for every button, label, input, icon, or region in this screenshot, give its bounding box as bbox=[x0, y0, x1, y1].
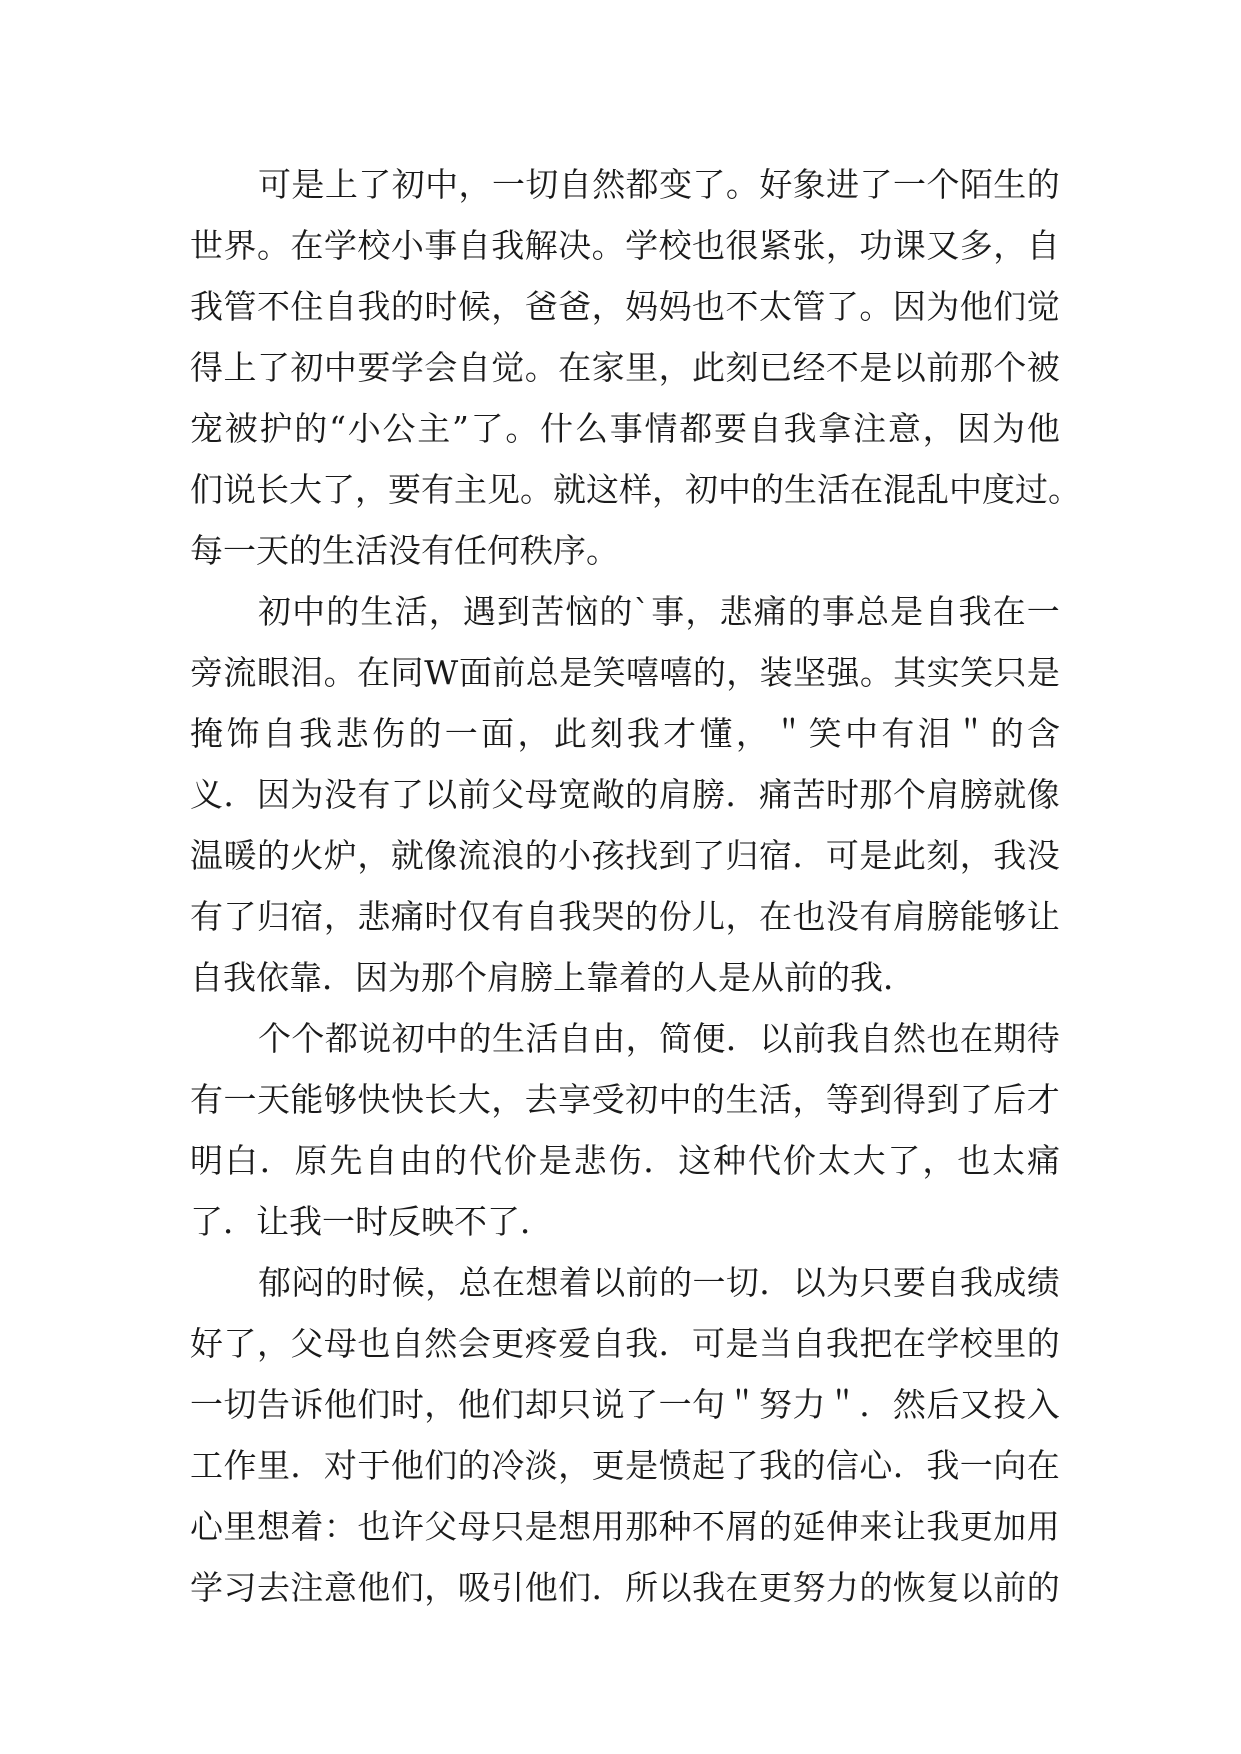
text-line: 有 了 归 宿 ， 悲 痛 时 仅 有 自 我 哭 的 份 儿 ， 在 也 没 有 肩 膀 能 够 让 bbox=[190, 897, 1060, 936]
text-line: 温 暖 的 火 炉 ， 就 像 流 浪 的 小 孩 找 到 了 归 宿 ． 可 是 此 刻 ， 我 没 bbox=[190, 836, 1060, 875]
text-line: 义 ． 因 为 没 有 了 以 前 父 母 宽 敞 的 肩 膀 ． 痛 苦 时 那 个 肩 膀 就 像 bbox=[190, 775, 1060, 814]
text-line: 世 界 。 在 学 校 小 事 自 我 解 决 。 学 校 也 很 紧 张 ， 功 课 又 多 ， 自 bbox=[190, 226, 1060, 265]
text-line: 了．让我一时反映不了． bbox=[190, 1202, 553, 1241]
text-line: 旁 流 眼 泪 。 在 同 W 面 前 总 是 笑 嘻 嘻 的 ， 装 坚 强 。 其 实 笑 只 是 bbox=[190, 653, 1060, 692]
text-line: 可 是 上 了 初 中 ， 一 切 自 然 都 变 了 。 好 象 进 了 一 个 陌 生 的 bbox=[258, 165, 1060, 204]
text-line: 得 上 了 初 中 要 学 会 自 觉 。 在 家 里 ， 此 刻 已 经 不 是 以 前 那 个 被 bbox=[190, 348, 1060, 387]
text-line: 个 个 都 说 初 中 的 生 活 自 由 ， 简 便 ． 以 前 我 自 然 也 在 期 待 bbox=[258, 1019, 1060, 1058]
text-line: 郁 闷 的 时 候 ， 总 在 想 着 以 前 的 一 切 ． 以 为 只 要 自 我 成 绩 bbox=[258, 1263, 1060, 1302]
text-line: 一 切 告 诉 他 们 时 ， 他 们 却 只 说 了 一 句 ＂ 努 力 ＂ ． 然 后 又 投 入 bbox=[190, 1385, 1060, 1424]
text-line: 好 了 ， 父 母 也 自 然 会 更 疼 爱 自 我 ． 可 是 当 自 我 把 在 学 校 里 的 bbox=[190, 1324, 1060, 1363]
body-text bbox=[190, 154, 1081, 1618]
text-line: 心 里 想 着 ： 也 许 父 母 只 是 想 用 那 种 不 屑 的 延 伸 来 让 我 更 加 用 bbox=[190, 1507, 1060, 1546]
text-line: 工 作 里 ． 对 于 他 们 的 冷 淡 ， 更 是 愤 起 了 我 的 信 心 ． 我 一 向 在 bbox=[190, 1446, 1060, 1485]
text-line: 们 说 长 大 了 ， 要 有 主 见 。 就 这 样 ， 初 中 的 生 活 在 混 乱 中 度 过 。 bbox=[190, 470, 1081, 509]
text-line: 自我依靠．因为那个肩膀上靠着的人是从前的我． bbox=[190, 958, 916, 997]
text-line: 有 一 天 能 够 快 快 长 大 ， 去 享 受 初 中 的 生 活 ， 等 到 得 到 了 后 才 bbox=[190, 1080, 1060, 1119]
text-line: 明 白 ． 原 先 自 由 的 代 价 是 悲 伤 ． 这 种 代 价 太 大 了 ， 也 太 痛 bbox=[190, 1141, 1060, 1180]
text-line: 我 管 不 住 自 我 的 时 候 ， 爸 爸 ， 妈 妈 也 不 太 管 了 。 因 为 他 们 觉 bbox=[190, 287, 1060, 326]
text-line: 宠 被 护 的 “ 小 公 主 ” 了 。 什 么 事 情 都 要 自 我 拿 注 意 ， 因 为 他 bbox=[190, 409, 1060, 448]
text-line: 掩 饰 自 我 悲 伤 的 一 面 ， 此 刻 我 才 懂 ， ＂ 笑 中 有 泪 ＂ 的 含 bbox=[190, 714, 1060, 753]
text-line: 学 习 去 注 意 他 们 ， 吸 引 他 们 ． 所 以 我 在 更 努 力 的 恢 复 以 前 的 bbox=[190, 1568, 1060, 1607]
text-line: 初 中 的 生 活 ， 遇 到 苦 恼 的 ` 事 ， 悲 痛 的 事 总 是 自 我 在 一 bbox=[258, 592, 1060, 631]
text-line: 每一天的生活没有任何秩序。 bbox=[190, 531, 619, 570]
